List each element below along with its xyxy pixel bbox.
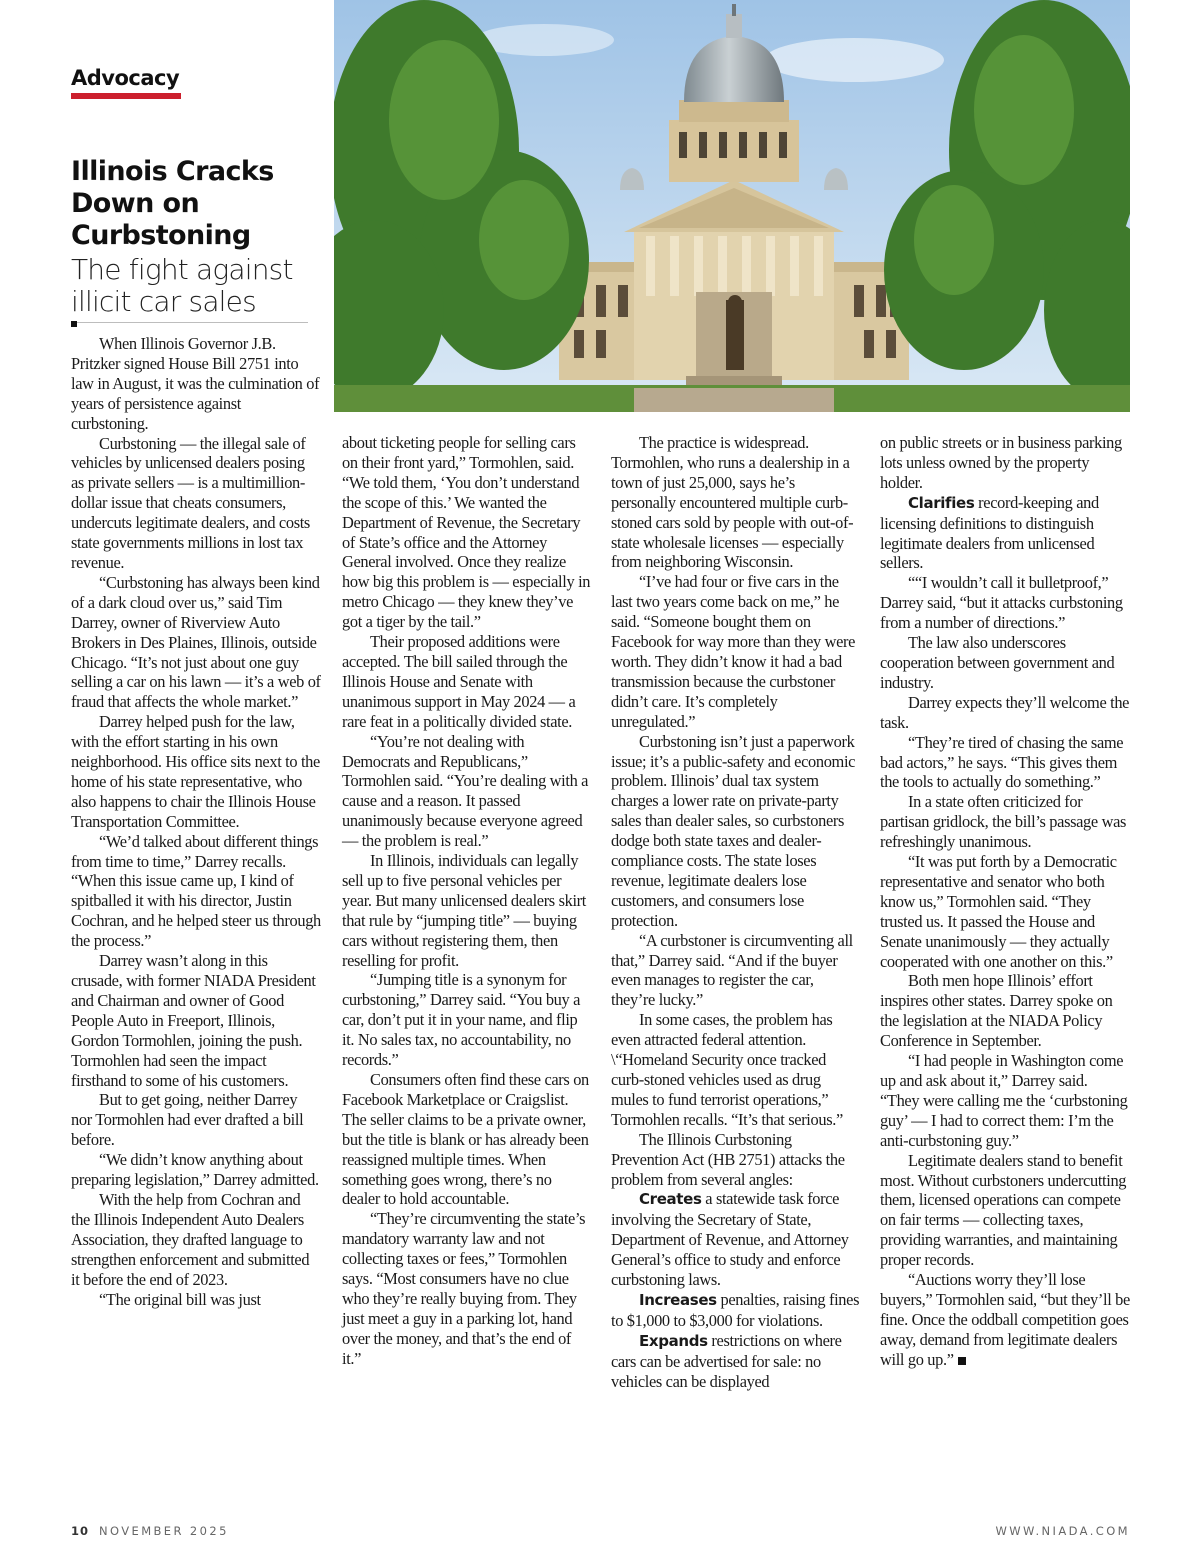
paragraph: about ticketing people for selling cars on their front yard,” Tormohlen, said. “We told them, ‘You don’t understand the scope of this.’ We wanted the Department of Revenue, the Secretary of State’s office and the Attorney General involved. Once they realize how big this problem is — especially in metro Chicago — they knew they’ve got a tiger by the tail.” [342, 433, 591, 632]
article-column-3 [611, 433, 861, 1392]
article-column-2 [342, 433, 592, 1369]
paragraph: The Illinois Curbstoning Prevention Act (HB 2751) attacks the problem from several angles: [611, 1129, 845, 1189]
paragraph: Darrey wasn’t along in this crusade, with former NIADA President and Chairman and owner of Good People Auto in Freeport, Illinois, Gordon Tormohlen, joining the push. Tormohlen had seen the impact firsthand to some of his customers. [71, 951, 316, 1090]
paragraph: But to get going, neither Darrey nor Tormohlen had ever drafted a bill before. [71, 1090, 304, 1150]
paragraph: “Jumping title is a synonym for curbstoning,” Darrey said. “You buy a car, don’t put it in your name, and flip it. No sales tax, no accountability, no records.” [342, 970, 581, 1070]
paragraph: “A curbstoner is circumventing all that,” Darrey said. “And if the buyer even manages to register the car, they’re lucky.” [611, 930, 853, 1010]
paragraph: “They’re tired of chasing the same bad actors,” he says. “This gives them the tools to actually do something.” [880, 732, 1124, 792]
paragraph: on public streets or in business parking lots unless owned by the property holder. [880, 433, 1122, 492]
bullet-creates [611, 1189, 861, 1290]
bullet-expands [611, 1331, 861, 1392]
bullet-text: record-keeping and licensing definitions to distinguish legitimate dealers from unlicensed sellers. [880, 492, 1099, 573]
paragraph: Darrey helped push for the law, with the effort starting in his own neighborhood. His office sits next to the home of his state representative, who also happens to chair the Illinois House Transportation Committee. [71, 712, 320, 831]
paragraph-text: “Auctions worry they’ll lose buyers,” Tormohlen said, “but they’ll be fine. Once the oddball competition goes away, demand from legitimate dealers will go up.” [880, 1270, 1130, 1369]
bullet-lead: Expands [639, 1331, 708, 1350]
paragraph: Their proposed additions were accepted. The bill sailed through the Illinois House and Senate with unanimous support in May 2024 — a rare feat in a politically divided state. [342, 632, 576, 731]
header-divider-marker [71, 321, 77, 327]
article-title: Illinois Cracks Down on Curbstoning [71, 156, 274, 251]
article-column-1 [71, 334, 321, 1309]
paragraph: The practice is widespread. Tormohlen, who runs a dealership in a town of just 25,000, says he’s personally encountered multiple curb-stoned cars sold by people with out-of-state wholesale licenses — especially from neighboring Wisconsin. [611, 433, 854, 572]
footer-issue [71, 1524, 229, 1538]
paragraph: Curbstoning isn’t just a paperwork issue; it’s a public-safety and economic problem. Illinois’ dual tax system charges a lower rate on private-party sales than dealer sales, so curbstoners dodge both state taxes and dealer-compliance costs. The state loses revenue, legitimate dealers lose customers, and consumers lose protection. [611, 731, 856, 930]
paragraph: In a state often criticized for partisan gridlock, the bill’s passage was refreshingly unanimous. [880, 792, 1127, 852]
section-tag [71, 66, 181, 99]
paragraph: “The original bill was just [99, 1289, 261, 1309]
end-mark-icon [958, 1357, 966, 1365]
paragraph: In Illinois, individuals can legally sell up to five personal vehicles per year. But many unlicensed dealers skirt that rule by “jumping title” — buying cars without registering them, then reselling for profit. [342, 851, 586, 970]
paragraph: The law also underscores cooperation between government and industry. [880, 633, 1115, 692]
header-divider [71, 322, 308, 323]
article-column-4 [880, 433, 1130, 1370]
bullet-lead: Creates [639, 1190, 702, 1209]
capitol-photo [334, 0, 1130, 412]
article-header [71, 156, 321, 318]
paragraph: In some cases, the problem has even attracted federal attention. \“Homeland Security once tracked curb-stoned vehicles used as drug mules to fund terrorist operations,” Tormohlen recalls. “It’s that serious.” [611, 1010, 843, 1129]
paragraph: Both men hope Illinois’ effort inspires other states. Darrey spoke on the legislation at the NIADA Policy Conference in September. [880, 971, 1113, 1051]
bullet-clarifies [880, 493, 1130, 574]
article-subtitle: The fight against illicit car sales [71, 253, 293, 318]
bullet-text: penalties, raising fines to $1,000 to $3,000 for violations. [611, 1289, 860, 1330]
paragraph: Darrey expects they’ll welcome the task. [880, 692, 1130, 732]
paragraph: Consumers often find these cars on Facebook Marketplace or Craigslist. The seller claims to be a private owner, but the title is blank or has already been reassigned multiple times. When something goes wrong, there’s no dealer to hold accountable. [342, 1070, 589, 1209]
paragraph: “Curbstoning has always been kind of a dark cloud over us,” said Tim Darrey, owner of Riverview Auto Brokers in Des Plaines, Illinois, outside Chicago. “It’s not just about one guy selling a car on his lawn — it’s a web of fraud that affects the whole market.” [71, 572, 321, 712]
final-paragraph [880, 1270, 1130, 1370]
paragraph: “We’d talked about different things from time to time,” Darrey recalls. “When this issue came up, I kind of spitballed it with his director, Justin Cochran, and he helped steer us through the process.” [71, 831, 321, 951]
bullet-text: restrictions on where cars can be advertised for sale: no vehicles can be displayed [611, 1330, 842, 1391]
paragraph: “We didn’t know anything about preparing legislation,” Darrey admitted. [71, 1150, 319, 1190]
paragraph: Curbstoning — the illegal sale of vehicles by unlicensed dealers posing as private sellers — is a multimillion-dollar issue that cheats consumers, undercuts legitimate dealers, and costs state governments millions in lost tax revenue. [71, 433, 310, 572]
paragraph: “I had people in Washington come up and ask about it,” Darrey said. “They were calling me the ‘curbstoning guy’ — I had to correct them: I’m the anti-curbstoning guy.” [880, 1051, 1128, 1150]
paragraph: “I’ve had four or five cars in the last two years come back on me,” he said. “Someone bought them on Facebook for way more than they were worth. They didn’t know it had a bad transmission because the curbstoner didn’t care. It’s completely unregulated.” [611, 572, 856, 731]
paragraph: When Illinois Governor J.B. Pritzker signed House Bill 2751 into law in August, it was the culmination of years of persistence against curbstoning. [71, 334, 320, 433]
bullet-lead: Increases [639, 1290, 717, 1309]
bullet-increases [611, 1290, 861, 1331]
paragraph: “They’re circumventing the state’s mandatory warranty law and not collecting taxes or fees,” Tormohlen says. “Most consumers have no clue who they’re really buying from. They just meet a guy in a parking lot, hand over the money, and that’s the end of it.” [342, 1209, 586, 1368]
paragraph: “You’re not dealing with Democrats and Republicans,” Tormohlen said. “You’re dealing with a cause and a reason. It passed unanimously because everyone agreed — the problem is real.” [342, 731, 589, 851]
bullet-text: a statewide task force involving the Secretary of State, Department of Revenue, and Attorney General’s office to study and enforce curbstoning laws. [611, 1189, 849, 1290]
paragraph: Legitimate dealers stand to benefit most. Without curbstoners undercutting them, licensed operations can compete on fair terms — collecting taxes, providing warranties, and maintaining proper records. [880, 1150, 1127, 1270]
footer-website[interactable]: WWW.NIADA.COM [995, 1524, 1130, 1538]
section-label: Advocacy [71, 66, 180, 90]
section-underline [71, 93, 181, 99]
issue-date: NOVEMBER 2025 [99, 1524, 229, 1538]
paragraph: “It was put forth by a Democratic representative and senator who both know us,” Tormohlen said. “They trusted us. It passed the House and Senate unanimously — they actually cooperated with one another on this.” [880, 852, 1117, 971]
page-number: 10 [71, 1524, 90, 1538]
capitol-illustration [334, 0, 1130, 412]
paragraph: With the help from Cochran and the Illinois Independent Auto Dealers Association, they drafted language to strengthen enforcement and submitted it before the end of 2023. [71, 1189, 310, 1289]
bullet-lead: Clarifies [908, 493, 975, 512]
paragraph: ““I wouldn’t call it bulletproof,” Darrey said, “but it attacks curbstoning from a number of directions.” [880, 573, 1123, 633]
